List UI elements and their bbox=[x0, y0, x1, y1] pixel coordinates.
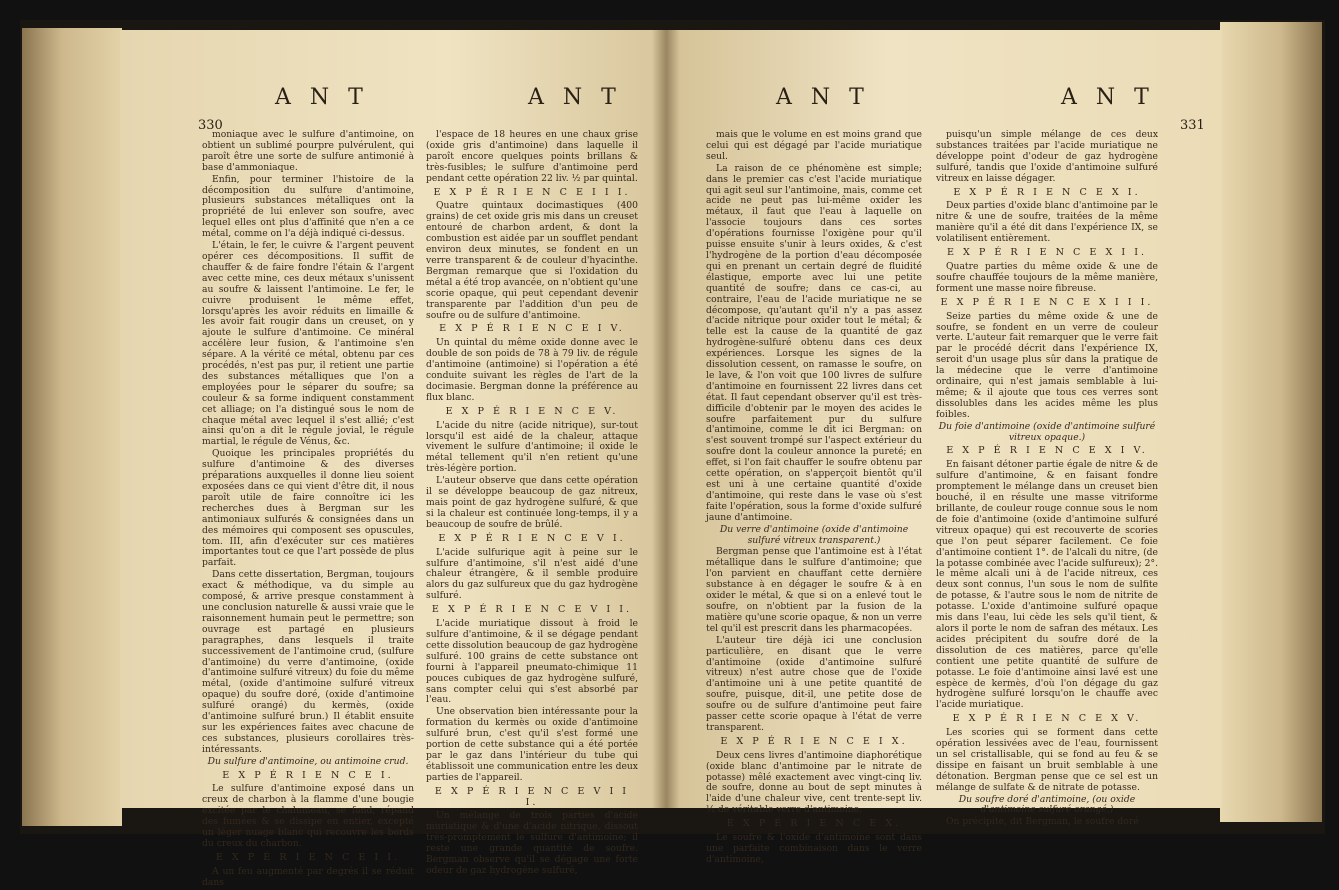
experiment-heading: E X P É R I E N C E V I. bbox=[438, 532, 626, 544]
experiment-heading: E X P É R I E N C E X I I I. bbox=[940, 296, 1154, 308]
right-page bbox=[666, 30, 1222, 865]
paragraph: L'acide muriatique dissout à froid le sulfure d'antimoine, & il se dégage pendant cette dissolution beaucoup de gaz hydrogène sulfuré. 100 grains de cette substance ont fourni à l'appareil pneumato-chimique 11 pouces cubiques de gaz hydrogène sulfuré, sans compter celui qui s'est absorbé par l'eau. bbox=[426, 618, 638, 706]
paragraph: On précipite, dit Bergman, le soufre doré bbox=[946, 816, 1139, 828]
right-page-column-2 bbox=[936, 130, 1158, 829]
experiment-heading: E X P É R I E N C E V. bbox=[445, 405, 619, 417]
paragraph: Enfin, pour terminer l'histoire de la décomposition du sulfure d'antimoine, plusieurs substances métalliques ont la propriété de lui enlever son soufre, avec lequel elles ont plus d'affinité que n'en a ce métal, comme on l'a déjà indiqué ci-dessus. bbox=[202, 173, 414, 240]
left-page bbox=[120, 30, 666, 888]
section-subtitle: Du verre d'antimoine (oxide d'antimoine sulfuré vitreux transparent.) bbox=[719, 523, 909, 546]
experiment-heading: E X P É R I E N C E X I. bbox=[953, 186, 1141, 198]
paragraph: La raison de ce phénomène est simple; dans le premier cas c'est l'acide muriatique qui agit seul sur l'antimoine, mais, comme cet acide ne peut pas lui-même oxider les métaux, il faut que l'eau à laquelle on l'associe toujours dans ces sortes d'opérations fournisse l'oxigène pour qu'il puisse ensuite s'unir à leurs oxides, & c'est l'hydrogène de la portion d'eau décomposée qui en prenant un certain degré de fluidité élastique, emporte avec lui une petite quantité de soufre; dans ce cas-ci, au contraire, l'eau de l'acide muriatique ne se décompose, qu'autant qu'il n'y a pas assez d'acide nitrique pour oxider tout le métal; & telle est la cause de la quantité de gaz hydrogène-sulfuré obtenu dans ces deux expériences. Lorsque les signes de la dissolution cessent, on ramasse le soufre, on le lave, & l'on voit que 100 livres de sulfure d'antimoine en fournissent 22 livres dans cet état. Il faut cependant observer qu'il est très-difficile d'obtenir par le moyen des acides le soufre parfaitement pur du sulfure d'antimoine, comme le dit ici Bergman: on s'est souvent trompé sur l'aspect extérieur du soufre dont la couleur annonce la pureté; en effet, si l'on fait chauffer le soufre obtenu par cette opération, on s'apperçoit bientôt qu'il est uni à une certaine quantité d'oxide d'antimoine, qui reste dans le vase où s'est faite l'opération, sous la forme d'oxide sulfuré jaune d'antimoine. bbox=[706, 162, 922, 523]
paragraph: Le sulfure d'antimoine exposé dans un creux de charbon à la flamme d'une bougie excitée par le chalumeau, se fond, répand des fumées & se dissipe en entier, excepté un léger nuage blanc qui recouvre les bords du creux du charbon. bbox=[202, 783, 414, 849]
left-page-column-1 bbox=[202, 130, 414, 890]
experiment-heading: E X P É R I E N C E X V. bbox=[952, 713, 1142, 725]
paragraph: Un quintal du même oxide donne avec le double de son poids de 78 à 79 liv. de régule d'antimoine (antimoine) si l'opération a été conduite suivant les règles de l'art de la docimasie. Bergman donne la préférence au flux blanc. bbox=[426, 337, 638, 403]
page-number-right: 331 bbox=[1180, 118, 1205, 133]
paragraph: Deux cens livres d'antimoine diaphorétique (oxide blanc d'antimoine par le nitrate de potasse) mêlé exactement avec vingt-cinq liv. de soufre, donne au bout de sept minutes à l'aide d'une chaleur vive, cent trente-sept liv. ½ de véritable verre d'antimoine. bbox=[706, 749, 922, 816]
paragraph: Le soufre & l'oxide d'antimoine sont dans une parfaite combinaison dans le verre d'antimoine, bbox=[706, 832, 922, 865]
experiment-heading: E X P É R I E N C E I X. bbox=[720, 735, 908, 747]
experiment-heading: E X P É R I E N C E I I. bbox=[215, 851, 401, 863]
paragraph: Un mélange de trois parties d'acide muriatique & d'une d'acide nitrique, dissout très-promptement le sulfure d'antimoine; il reste une grande quantité de soufre. Bergman observe qu'il se dégage une forte odeur de gaz hydrogène sulfuré, bbox=[426, 810, 638, 876]
paragraph: A un feu augmenté par degrés il se réduit dans bbox=[202, 865, 414, 888]
running-header-left-b: A N T bbox=[528, 85, 622, 110]
left-page-column-2 bbox=[426, 130, 638, 878]
paragraph: L'auteur observe que dans cette opération il se développe beaucoup de gaz nitreux, mais point de gaz hydrogène sulfuré, & que si la chaleur est continuée long-temps, il y a beaucoup de soufre de brûlé. bbox=[426, 475, 638, 530]
paragraph: moniaque avec le sulfure d'antimoine, on obtient un sublimé pourpre pulvérulent, qui paroît être une sorte de sulfure antimonié à base d'ammoniaque. bbox=[202, 129, 414, 173]
experiment-heading: E X P É R I E N C E X. bbox=[726, 818, 902, 830]
left-page-edges bbox=[22, 28, 122, 826]
paragraph: Bergman pense que l'antimoine est à l'état métallique dans le sulfure d'antimoine; que l'on parvient en chauffant cette dernière substance à en dégager le soufre & à en oxider le métal, & que si on a enlevé tout le soufre, on n'obtient par la fusion de la matière qu'une scorie opaque, & non un verre tel qu'il est prescrit dans les pharmacopées. bbox=[706, 546, 922, 634]
section-subtitle: Du foie d'antimoine (oxide d'antimoine sulfuré vitreux opaque.) bbox=[938, 420, 1156, 443]
experiment-heading: E X P É R I E N C E V I I I. bbox=[434, 785, 630, 808]
right-page-column-1 bbox=[706, 130, 922, 867]
section-subtitle: Du sulfure d'antimoine, ou antimoine crud. bbox=[207, 755, 409, 767]
paragraph: L'auteur tire déjà ici une conclusion particulière, en disant que le verre d'antimoine (oxide d'antimoine sulfuré vitreux) n'est autre chose que de l'oxide d'antimoine uni à une petite quantité de soufre, puisque, dit-il, une petite dose de soufre ou de sulfure d'antimoine peut faire passer cette scorie opaque à l'état de verre transparent. bbox=[706, 634, 922, 733]
paragraph: Dans cette dissertation, Bergman, toujours exact & méthodique, va du simple au composé, & arrive presque constamment à une conclusion naturelle & aussi vraie que le raisonnement humain peut le permettre; son ouvrage est partagé en plusieurs paragraphes, dans lesquels il traite successivement de l'antimoine crud, (sulfure d'antimoine) du verre d'antimoine, (oxide d'antimoine sulfuré vitreux) du foie du même métal, (oxide d'antimoine sulfuré vitreux opaque) du soufre doré, (oxide d'antimoine sulfuré orangé) du kermès, (oxide d'antimoine sulfuré brun.) Il établit ensuite sur les expériences faites avec chacune de ces substances, plusieurs corollaires très-intéressants. bbox=[202, 569, 414, 755]
experiment-heading: E X P É R I E N C E V I I. bbox=[431, 604, 633, 616]
experiment-heading: E X P É R I E N C E I. bbox=[222, 769, 394, 781]
paragraph: L'étain, le fer, le cuivre & l'argent peuvent opérer ces décompositions. Il suffit de chauffer & de faire fondre l'étain & l'argent avec cette mine, ces deux métaux s'unissent au soufre & laissent l'antimoine. Le fer, le cuivre produisent le même effet, lorsqu'après les avoir réduits en limaille & les avoir fait rougir dans un creuset, on y ajoute le sulfure d'antimoine. Ce minéral accélère leur fusion, & l'antimoine s'en sépare. A la vérité ce métal, obtenu par ces procédés, n'est pas pur, il retient une partie des substances métalliques que l'on a employées pour le séparer du soufre; sa couleur & sa forme indiquent constamment cet alliage; on l'a distingué sous le nom de chaque métal avec lequel il s'est allié; c'est ainsi qu'on a dit le régule jovial, le régule martial, le régule de Vénus, &c. bbox=[202, 240, 414, 448]
paragraph: l'espace de 18 heures en une chaux grise (oxide gris d'antimoine) dans laquelle il paroît encore quelques points brillans & très-fusibles; le sulfure d'antimoine perd pendant cette opération 22 liv. ½ par quintal. bbox=[426, 129, 638, 184]
paragraph: Quatre parties du même oxide & une de soufre chauffée toujours de la même manière, forment une masse noire fibreuse. bbox=[936, 260, 1158, 294]
paragraph: En faisant détoner partie égale de nitre & de sulfure d'antimoine, & en faisant fondre promptement le mélange dans un creuset bien bouché, il en résulte une masse vitriforme brillante, de couleur rouge connue sous le nom de foie d'antimoine (oxide d'antimoine sulfuré vitreux opaque) qui est recouverte de scories que l'on peut séparer facilement. Ce foie d'antimoine contient 1°. de l'alcali du nitre, (de la potasse combinée avec l'acide sulfureux); 2°. le même alcali uni à de l'acide nitreux, ces deux sont connus, l'un sous le nom de sulfite de potasse, & l'autre sous le nom de nitrite de potasse. L'oxide d'antimoine sulfuré opaque mis dans l'eau, lui cède les sels qu'il tient, & alors il porte le nom de safran des métaux. Les acides précipitent du soufre doré de la dissolution de ces matières, parce qu'elle contient une petite quantité de sulfure de potasse. Le foie d'antimoine ainsi lavé est une espèce de kermès, d'où l'on dégage du gaz hydrogène sulfuré lorsqu'on le chauffe avec l'acide muriatique. bbox=[936, 459, 1158, 711]
paragraph: Seize parties du même oxide & une de soufre, se fondent en un verre de couleur verte. L'auteur fait remarquer que le verre fait par le procédé décrit dans l'expérience IX, seroit d'un usage plus sûr dans la pratique de la médecine que le verre d'antimoine ordinaire, qui n'est jamais semblable à lui-même; & il ajoute que tous ces verres sont dissolubles dans les acides même les plus foibles. bbox=[936, 310, 1158, 420]
paragraph: Quoique les principales propriétés du sulfure d'antimoine & des diverses préparations auxquelles il donne lieu soient exposées dans ce qui vient d'être dit, il nous paroît utile de faire connoître ici les recherches dues à Bergman sur les antimoniaux sulfurés & consignées dans un des mémoires qui composent ses opuscules, tom. III, afin d'exécuter sur ces matières importantes tout ce que l'art possède de plus parfait. bbox=[202, 448, 414, 569]
experiment-heading: E X P É R I E N C E X I V. bbox=[946, 445, 1148, 457]
paragraph: L'acide du nitre (acide nitrique), sur-tout lorsqu'il est aidé de la chaleur, attaque vivement le sulfure d'antimoine; il oxide le métal tellement qu'il n'en retient qu'une très-légère portion. bbox=[426, 419, 638, 475]
paragraph: mais que le volume en est moins grand que celui qui est dégagé par l'acide muriatique seul. bbox=[706, 129, 922, 162]
paragraph: puisqu'un simple mélange de ces deux substances traitées par l'acide muriatique ne développe point d'odeur de gaz hydrogène sulfuré, tandis que l'oxide d'antimoine sulfuré vitreux en laisse dégager. bbox=[936, 129, 1158, 184]
paragraph: Deux parties d'oxide blanc d'antimoine par le nitre & une de soufre, traitées de la même manière qu'il a été dit dans l'expérience IX, se volatilisent entièrement. bbox=[936, 200, 1158, 245]
running-header-left-a: A N T bbox=[275, 85, 369, 110]
page-number-left: 330 bbox=[198, 118, 223, 133]
running-header-right-a: A N T bbox=[776, 85, 870, 110]
section-subtitle: Du soufre doré d'antimoine, (ou oxide d'antimoine sulfuré orangé.) bbox=[958, 793, 1136, 816]
book-gutter bbox=[652, 30, 680, 808]
right-page-edges bbox=[1220, 22, 1322, 822]
experiment-heading: E X P É R I E N C E I I I. bbox=[433, 186, 631, 198]
paragraph: Quatre quintaux docimastiques (400 grains) de cet oxide gris mis dans un creuset entouré de charbon ardent, & dont la combustion est aidée par un soufflet pendant environ deux minutes, se fondent en un verre transparent & de couleur d'hyacinthe. Bergman remarque que si l'oxidation du métal a été trop avancée, on n'obtient qu'une scorie opaque, qui peut cependant devenir transparente par l'addition d'un peu de soufre ou de sulfure d'antimoine. bbox=[426, 200, 638, 321]
paragraph: Les scories qui se forment dans cette opération lessivées avec de l'eau, fournissent un sel cristallisable, qui se fond au feu & se dissipe en faisant un bruit semblable à une détonation. Bergman pense que ce sel est un mélange de sulfate & de nitrate de potasse. bbox=[936, 727, 1158, 793]
running-header-right-b: A N T bbox=[1061, 85, 1155, 110]
experiment-heading: E X P É R I E N C E X I I. bbox=[946, 247, 1148, 259]
experiment-heading: E X P É R I E N C E I V. bbox=[439, 323, 625, 335]
paragraph: L'acide sulfurique agit à peine sur le sulfure d'antimoine, s'il n'est aidé d'une chaleur étrangère, & il semble produire alors du gaz sulfureux que du gaz hydrogène sulfuré. bbox=[426, 546, 638, 602]
paragraph: Une observation bien intéressante pour la formation du kermès ou oxide d'antimoine sulfuré brun, c'est qu'il s'est formé une portion de cette substance qui a été portée par le gaz dans l'intérieur du tube qui établissoit une communication entre les deux parties de l'appareil. bbox=[426, 706, 638, 783]
